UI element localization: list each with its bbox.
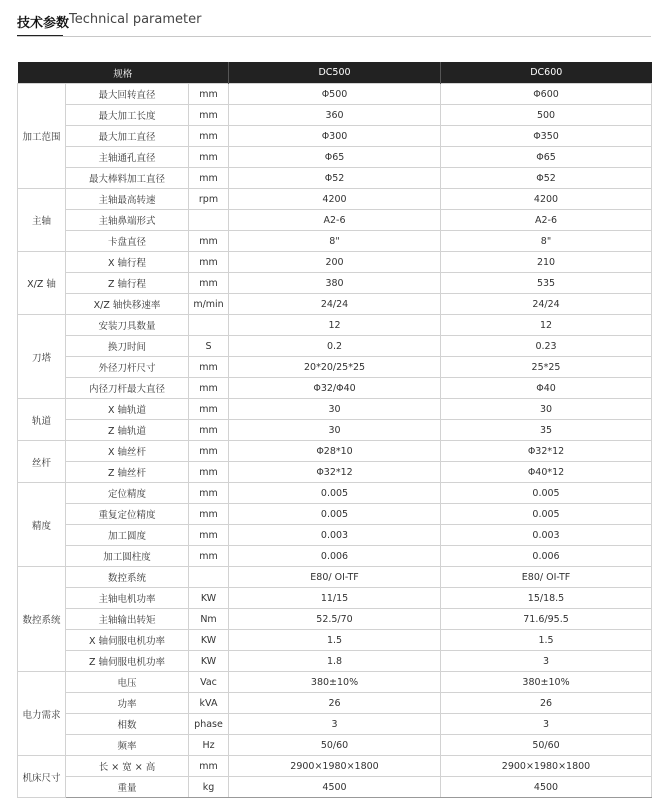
table-row bbox=[18, 378, 652, 399]
spec-unit: mm bbox=[189, 84, 229, 105]
dc500-value: Φ32/Φ40 bbox=[229, 378, 441, 399]
spec-item: X 轴丝杆 bbox=[66, 441, 189, 462]
spec-unit: mm bbox=[189, 462, 229, 483]
dc500-value: 11/15 bbox=[229, 588, 441, 609]
table-row bbox=[18, 231, 652, 252]
dc600-value: 4200 bbox=[441, 189, 652, 210]
dc600-value: 12 bbox=[441, 315, 652, 336]
spec-item: 加工圆度 bbox=[66, 525, 189, 546]
spec-item: 重量 bbox=[66, 777, 189, 798]
table-row bbox=[18, 504, 652, 525]
title-divider bbox=[17, 36, 651, 37]
dc500-value: Φ500 bbox=[229, 84, 441, 105]
dc600-value: 26 bbox=[441, 693, 652, 714]
spec-unit: Hz bbox=[189, 735, 229, 756]
dc500-value: Φ28*10 bbox=[229, 441, 441, 462]
dc600-value: E80/ OI-TF bbox=[441, 567, 652, 588]
spec-item: 长 × 宽 × 高 bbox=[66, 756, 189, 777]
spec-unit: mm bbox=[189, 252, 229, 273]
table-row bbox=[18, 273, 652, 294]
dc600-value: 2900×1980×1800 bbox=[441, 756, 652, 777]
dc500-value: 4500 bbox=[229, 777, 441, 798]
dc500-value: Φ52 bbox=[229, 168, 441, 189]
dc600-value: 50/60 bbox=[441, 735, 652, 756]
spec-item: 电压 bbox=[66, 672, 189, 693]
spec-unit: KW bbox=[189, 651, 229, 672]
dc600-value: 15/18.5 bbox=[441, 588, 652, 609]
dc500-value: E80/ OI-TF bbox=[229, 567, 441, 588]
table-row bbox=[18, 756, 652, 777]
table-row bbox=[18, 567, 652, 588]
table-row bbox=[18, 357, 652, 378]
dc600-value: 535 bbox=[441, 273, 652, 294]
section-title-cn: 技术参数 bbox=[17, 16, 70, 31]
table-row bbox=[18, 546, 652, 567]
dc500-value: 200 bbox=[229, 252, 441, 273]
dc600-value: 8" bbox=[441, 231, 652, 252]
spec-unit: m/min bbox=[189, 294, 229, 315]
spec-unit: mm bbox=[189, 147, 229, 168]
spec-item: 主轴通孔直径 bbox=[66, 147, 189, 168]
spec-unit: mm bbox=[189, 168, 229, 189]
spec-unit: mm bbox=[189, 525, 229, 546]
dc600-value: 24/24 bbox=[441, 294, 652, 315]
spec-unit bbox=[189, 567, 229, 588]
spec-unit: KW bbox=[189, 630, 229, 651]
spec-table bbox=[17, 62, 652, 798]
spec-item: X/Z 轴快移速率 bbox=[66, 294, 189, 315]
col-header-spec: 规格 bbox=[18, 62, 229, 84]
col-header-dc600: DC600 bbox=[441, 62, 652, 84]
dc600-value: Φ40*12 bbox=[441, 462, 652, 483]
dc500-value: 0.005 bbox=[229, 504, 441, 525]
dc600-value: 3 bbox=[441, 651, 652, 672]
table-row bbox=[18, 336, 652, 357]
dc600-value: Φ40 bbox=[441, 378, 652, 399]
group-label: 丝杆 bbox=[18, 441, 66, 483]
spec-unit bbox=[189, 315, 229, 336]
dc500-value: Φ32*12 bbox=[229, 462, 441, 483]
dc600-value: A2-6 bbox=[441, 210, 652, 231]
group-label: 精度 bbox=[18, 483, 66, 567]
table-row bbox=[18, 588, 652, 609]
dc500-value: 0.005 bbox=[229, 483, 441, 504]
dc600-value: 3 bbox=[441, 714, 652, 735]
dc600-value: 30 bbox=[441, 399, 652, 420]
group-label: X/Z 轴 bbox=[18, 252, 66, 315]
table-row bbox=[18, 315, 652, 336]
spec-item: 数控系统 bbox=[66, 567, 189, 588]
spec-unit: Vac bbox=[189, 672, 229, 693]
group-label: 数控系统 bbox=[18, 567, 66, 672]
spec-unit: KW bbox=[189, 588, 229, 609]
table-row bbox=[18, 714, 652, 735]
spec-unit: kg bbox=[189, 777, 229, 798]
spec-unit: mm bbox=[189, 504, 229, 525]
group-label: 机床尺寸 bbox=[18, 756, 66, 798]
dc500-value: 12 bbox=[229, 315, 441, 336]
spec-item: 换刀时间 bbox=[66, 336, 189, 357]
spec-item: 主轴最高转速 bbox=[66, 189, 189, 210]
table-body bbox=[18, 84, 652, 798]
table-row bbox=[18, 189, 652, 210]
table-row bbox=[18, 420, 652, 441]
group-label: 加工范围 bbox=[18, 84, 66, 189]
dc600-value: Φ52 bbox=[441, 168, 652, 189]
spec-item: X 轴行程 bbox=[66, 252, 189, 273]
dc500-value: 380 bbox=[229, 273, 441, 294]
spec-unit: mm bbox=[189, 126, 229, 147]
table-row bbox=[18, 735, 652, 756]
dc600-value: 0.005 bbox=[441, 483, 652, 504]
spec-unit: mm bbox=[189, 378, 229, 399]
dc600-value: Φ65 bbox=[441, 147, 652, 168]
spec-item: 外径刀杆尺寸 bbox=[66, 357, 189, 378]
spec-unit: mm bbox=[189, 105, 229, 126]
dc500-value: 50/60 bbox=[229, 735, 441, 756]
table-row bbox=[18, 252, 652, 273]
dc500-value: 0.006 bbox=[229, 546, 441, 567]
dc600-value: 500 bbox=[441, 105, 652, 126]
dc500-value: 30 bbox=[229, 399, 441, 420]
dc500-value: 20*20/25*25 bbox=[229, 357, 441, 378]
spec-item: 内径刀杆最大直径 bbox=[66, 378, 189, 399]
section-header bbox=[17, 12, 651, 38]
spec-item: 安装刀具数量 bbox=[66, 315, 189, 336]
spec-item: 最大加工直径 bbox=[66, 126, 189, 147]
table-row bbox=[18, 777, 652, 798]
dc500-value: 2900×1980×1800 bbox=[229, 756, 441, 777]
group-label: 主轴 bbox=[18, 189, 66, 252]
dc500-value: 0.2 bbox=[229, 336, 441, 357]
dc500-value: 1.5 bbox=[229, 630, 441, 651]
dc600-value: 0.005 bbox=[441, 504, 652, 525]
table-row bbox=[18, 525, 652, 546]
spec-item: 主轴电机功率 bbox=[66, 588, 189, 609]
spec-item: Z 轴丝杆 bbox=[66, 462, 189, 483]
table-row bbox=[18, 147, 652, 168]
table-row bbox=[18, 105, 652, 126]
dc600-value: Φ32*12 bbox=[441, 441, 652, 462]
table-row bbox=[18, 294, 652, 315]
spec-unit: mm bbox=[189, 756, 229, 777]
dc500-value: 3 bbox=[229, 714, 441, 735]
dc600-value: Φ350 bbox=[441, 126, 652, 147]
spec-item: X 轴轨道 bbox=[66, 399, 189, 420]
spec-unit: mm bbox=[189, 357, 229, 378]
table-row bbox=[18, 651, 652, 672]
spec-item: 主轴输出转矩 bbox=[66, 609, 189, 630]
spec-item: 功率 bbox=[66, 693, 189, 714]
spec-item: 加工圆柱度 bbox=[66, 546, 189, 567]
spec-unit: kVA bbox=[189, 693, 229, 714]
table-row bbox=[18, 84, 652, 105]
spec-item: Z 轴轨道 bbox=[66, 420, 189, 441]
dc600-value: 380±10% bbox=[441, 672, 652, 693]
dc500-value: 52.5/70 bbox=[229, 609, 441, 630]
spec-item: 最大棒料加工直径 bbox=[66, 168, 189, 189]
spec-item: 相数 bbox=[66, 714, 189, 735]
table-row bbox=[18, 462, 652, 483]
dc500-value: 0.003 bbox=[229, 525, 441, 546]
spec-unit: S bbox=[189, 336, 229, 357]
table-row bbox=[18, 126, 652, 147]
spec-unit: mm bbox=[189, 483, 229, 504]
spec-unit bbox=[189, 210, 229, 231]
dc500-value: 30 bbox=[229, 420, 441, 441]
spec-unit: mm bbox=[189, 420, 229, 441]
dc500-value: 1.8 bbox=[229, 651, 441, 672]
spec-unit: mm bbox=[189, 273, 229, 294]
dc600-value: 1.5 bbox=[441, 630, 652, 651]
dc500-value: Φ65 bbox=[229, 147, 441, 168]
dc600-value: 71.6/95.5 bbox=[441, 609, 652, 630]
table-row bbox=[18, 609, 652, 630]
table-row bbox=[18, 630, 652, 651]
table-row bbox=[18, 672, 652, 693]
dc600-value: 25*25 bbox=[441, 357, 652, 378]
spec-item: 卡盘直径 bbox=[66, 231, 189, 252]
dc600-value: 0.23 bbox=[441, 336, 652, 357]
table-row bbox=[18, 693, 652, 714]
section-title-en: Technical parameter bbox=[69, 12, 202, 27]
spec-item: 最大加工长度 bbox=[66, 105, 189, 126]
dc500-value: Φ300 bbox=[229, 126, 441, 147]
spec-item: 定位精度 bbox=[66, 483, 189, 504]
dc600-value: 4500 bbox=[441, 777, 652, 798]
table-row bbox=[18, 168, 652, 189]
dc600-value: 35 bbox=[441, 420, 652, 441]
spec-item: Z 轴行程 bbox=[66, 273, 189, 294]
spec-item: Z 轴伺服电机功率 bbox=[66, 651, 189, 672]
group-label: 刀塔 bbox=[18, 315, 66, 399]
table-header-row bbox=[18, 62, 652, 84]
table-row bbox=[18, 441, 652, 462]
spec-item: X 轴伺服电机功率 bbox=[66, 630, 189, 651]
dc500-value: 4200 bbox=[229, 189, 441, 210]
spec-unit: mm bbox=[189, 231, 229, 252]
table-row bbox=[18, 483, 652, 504]
spec-item: 主轴鼻端形式 bbox=[66, 210, 189, 231]
spec-unit: Nm bbox=[189, 609, 229, 630]
dc500-value: 360 bbox=[229, 105, 441, 126]
dc600-value: 0.003 bbox=[441, 525, 652, 546]
table-row bbox=[18, 399, 652, 420]
spec-unit: phase bbox=[189, 714, 229, 735]
dc600-value: 210 bbox=[441, 252, 652, 273]
dc500-value: 380±10% bbox=[229, 672, 441, 693]
spec-item: 最大回转直径 bbox=[66, 84, 189, 105]
col-header-dc500: DC500 bbox=[229, 62, 441, 84]
dc500-value: 26 bbox=[229, 693, 441, 714]
dc500-value: 24/24 bbox=[229, 294, 441, 315]
spec-unit: rpm bbox=[189, 189, 229, 210]
dc500-value: A2-6 bbox=[229, 210, 441, 231]
dc600-value: Φ600 bbox=[441, 84, 652, 105]
spec-item: 重复定位精度 bbox=[66, 504, 189, 525]
dc600-value: 0.006 bbox=[441, 546, 652, 567]
spec-unit: mm bbox=[189, 441, 229, 462]
spec-unit: mm bbox=[189, 546, 229, 567]
table-row bbox=[18, 210, 652, 231]
dc500-value: 8" bbox=[229, 231, 441, 252]
spec-unit: mm bbox=[189, 399, 229, 420]
group-label: 电力需求 bbox=[18, 672, 66, 756]
group-label: 轨道 bbox=[18, 399, 66, 441]
spec-item: 频率 bbox=[66, 735, 189, 756]
